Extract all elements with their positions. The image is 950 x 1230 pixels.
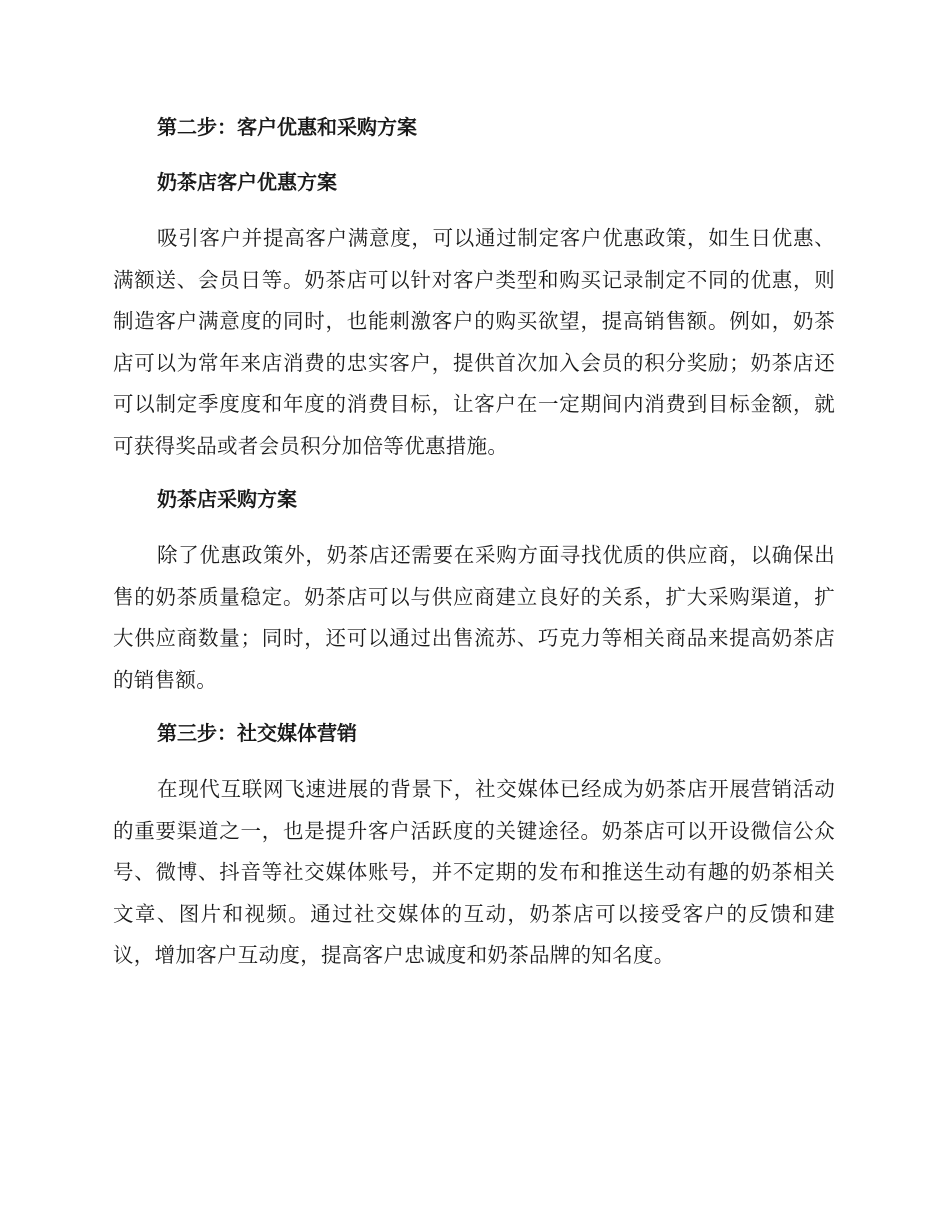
section-heading-step-three: 第三步：社交媒体营销 — [157, 721, 357, 745]
subheading-customer-discount: 奶茶店客户优惠方案 — [157, 170, 337, 194]
document-page — [113, 108, 835, 990]
paragraph-procurement: 除了优惠政策外，奶茶店还需要在采购方面寻找优质的供应商，以确保出售的奶茶质量稳定。奶茶店可以与供应商建立良好的关系，扩大采购渠道，扩大供应商数量；同时，还可以通过出售流苏、巧克力等相关商品来提高奶茶店的销售额。 — [113, 543, 835, 692]
paragraph-customer-discount: 吸引客户并提高客户满意度，可以通过制定客户优惠政策，如生日优惠、满额送、会员日等。奶茶店可以针对客户类型和购买记录制定不同的优惠，则制造客户满意度的同时，也能刺激客户的购买欲望，提高销售额。例如，奶茶店可以为常年来店消费的忠实客户，提供首次加入会员的积分奖励；奶茶店还可以制定季度度和年度的消费目标，让客户在一定期间内消费到目标金额，就可获得奖品或者会员积分加倍等优惠措施。 — [113, 226, 835, 458]
subheading-procurement: 奶茶店采购方案 — [157, 487, 297, 511]
paragraph-social-media: 在现代互联网飞速进展的背景下，社交媒体已经成为奶茶店开展营销活动的重要渠道之一，也是提升客户活跃度的关键途径。奶茶店可以开设微信公众号、微博、抖音等社交媒体账号，并不定期的发布和推送生动有趣的奶茶相关文章、图片和视频。通过社交媒体的互动，奶茶店可以接受客户的反馈和建议，增加客户互动度，提高客户忠诚度和奶茶品牌的知名度。 — [113, 777, 835, 967]
section-heading-step-two: 第二步：客户优惠和采购方案 — [157, 115, 417, 139]
